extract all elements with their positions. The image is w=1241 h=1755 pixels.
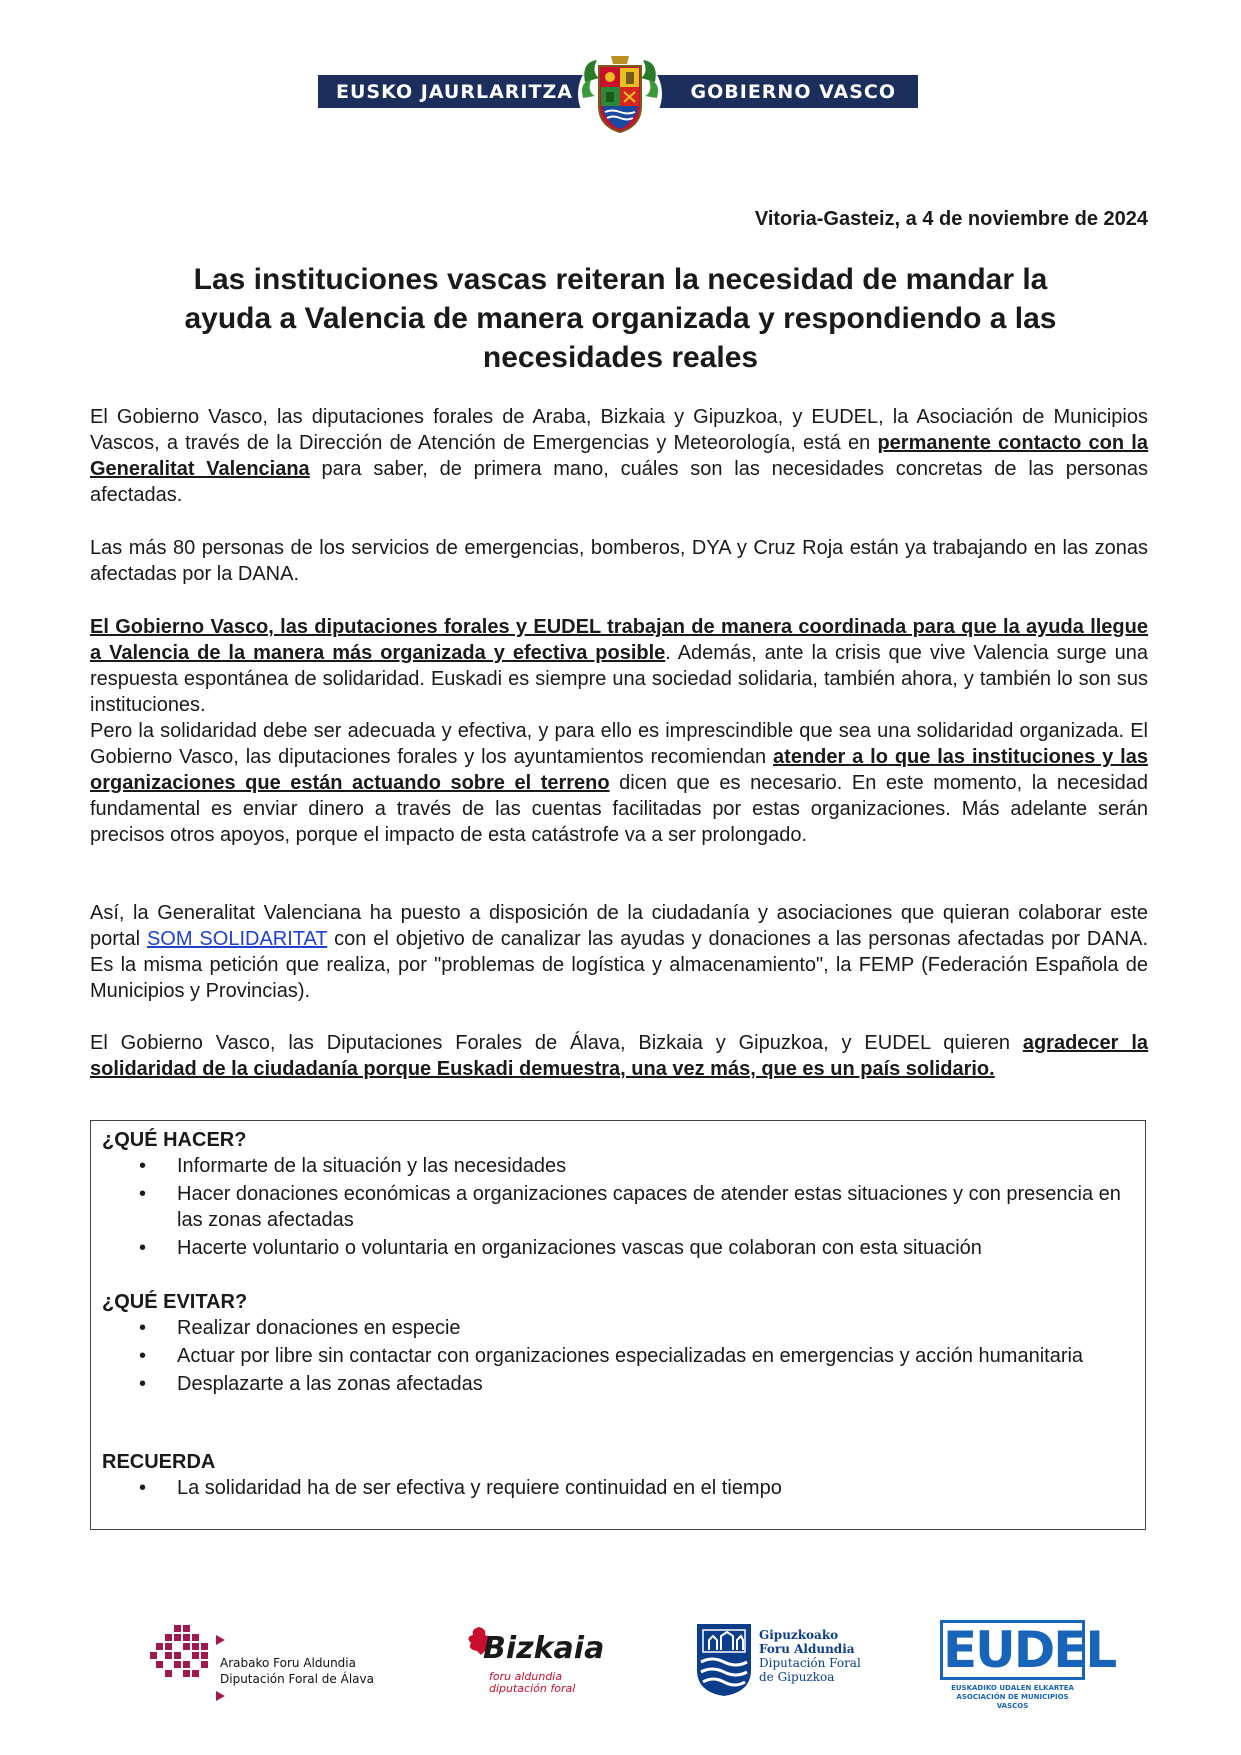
alava-mosaic-icon	[150, 1625, 212, 1681]
basque-government-shield-logo	[577, 52, 663, 136]
title-line: ayuda a Valencia de manera organizada y respondiendo a las	[184, 302, 1057, 335]
bizkaia-wordmark: Bizkaia	[483, 1631, 605, 1666]
title-line: Las instituciones vascas reiteran la necesidad de mandar la	[193, 263, 1048, 296]
logo-text-line: Gipuzkoako	[759, 1628, 839, 1642]
logo-text-line: ASOCIACIÓN DE MUNICIPIOS VASCOS	[956, 1693, 1069, 1710]
paragraph-4	[90, 718, 1148, 848]
eudel-subtitle	[940, 1684, 1085, 1711]
que-evitar-list	[102, 1315, 1132, 1397]
som-solidaritat-link[interactable]: SOM SOLIDARITAT	[146, 928, 328, 950]
logo-text-line: foru aldundia	[489, 1670, 563, 1683]
highlighted-text: agradecer la solidaridad de la ciudadanía porque Euskadi demuestra, una vez más, que es un país solidario.	[90, 1032, 1148, 1080]
page-title	[100, 260, 1141, 377]
paragraph-text: Pero la solidaridad debe ser adecuada y efectiva, y para ello es imprescindible que sea una solidaridad organizada. El Gobierno Vasco, las diputaciones forales y los ayuntamientos recomiendan	[90, 720, 1148, 768]
gipuzkoa-logo	[695, 1622, 875, 1702]
gipuzkoa-text	[759, 1628, 861, 1684]
bizkaia-logo	[465, 1625, 625, 1700]
paragraph-text: Así, la Generalitat Valenciana ha puesto a disposición de la ciudadanía y asociaciones que quieran colaborar este portal	[90, 902, 1148, 950]
paragraph-text: El Gobierno Vasco, las Diputaciones Forales de Álava, Bizkaia y Gipuzkoa, y EUDEL quieren	[90, 1032, 1023, 1054]
que-evitar-section	[102, 1289, 1132, 1399]
paragraph-text: . Además, ante la crisis que vive Valencia surge una respuesta espontánea de solidaridad. Euskadi es siempre una sociedad solidaria, también ahora, y también lo son sus instituciones.	[90, 642, 1148, 716]
paragraph-text: para saber, de primera mano, cuáles son las necesidades concretas de las personas afectadas.	[90, 458, 1148, 506]
highlighted-text: permanente contacto con la Generalitat Valenciana	[90, 432, 1148, 480]
header-right-text: GOBIERNO VASCO	[690, 81, 896, 103]
list-item: • Actuar por libre sin contactar con organizaciones especializadas en emergencias y acción humanitaria	[177, 1343, 1132, 1369]
paragraph-2: Las más 80 personas de los servicios de emergencias, bomberos, DYA y Cruz Roja están ya trabajando en las zonas afectadas por la DANA.	[90, 537, 1148, 585]
arabako-foru-aldundia-logo	[150, 1625, 390, 1705]
gipuzkoa-shield-icon	[695, 1622, 753, 1698]
highlighted-text: atender a lo que las instituciones y las organizaciones que están actuando sobre el terreno	[90, 746, 1148, 794]
que-hacer-list	[102, 1153, 1132, 1261]
section-heading: RECUERDA	[102, 1451, 216, 1473]
recuerda-list	[102, 1475, 1132, 1501]
arabako-text	[220, 1655, 374, 1687]
que-hacer-section	[102, 1127, 1132, 1263]
logo-text-line: diputación foral	[489, 1682, 576, 1695]
list-item: • Informarte de la situación y las necesidades	[177, 1153, 1132, 1179]
paragraph-text: dicen que es necesario. En este momento, la necesidad fundamental es enviar dinero a través de las cuentas facilitadas por estas organizaciones. Más adelante serán precisos otros apoyos, porque el impacto de esta catástrofe va a ser prolongado.	[90, 772, 1149, 846]
logo-text-line: de Gipuzkoa	[759, 1670, 835, 1684]
section-heading: ¿QUÉ EVITAR?	[102, 1291, 248, 1313]
list-item: • Desplazarte a las zonas afectadas	[177, 1371, 1132, 1397]
recommendations-box	[90, 1120, 1146, 1530]
paragraph-6	[90, 1030, 1148, 1082]
section-heading: ¿QUÉ HACER?	[102, 1129, 247, 1151]
recuerda-section	[102, 1449, 1132, 1503]
logo-text-line: Arabako Foru Aldundia	[220, 1656, 356, 1670]
logo-text-line: Foru Aldundia	[759, 1642, 855, 1656]
paragraph-text: El Gobierno Vasco, las diputaciones forales de Araba, Bizkaia y Gipuzkoa, y EUDEL, la Asociación de Municipios Vascos, a través de la Dirección de Atención de Emergencias y Meteorología, está en	[90, 406, 1148, 454]
logo-text-line: Diputación Foral	[759, 1656, 861, 1670]
list-item: • La solidaridad ha de ser efectiva y requiere continuidad en el tiempo	[177, 1475, 1132, 1501]
highlighted-text: El Gobierno Vasco, las diputaciones forales y EUDEL trabajan de manera coordinada para que la ayuda llegue a Valencia de la manera más organizada y efectiva posible	[90, 616, 1148, 664]
paragraph-1	[90, 404, 1148, 508]
list-item: • Hacer donaciones económicas a organizaciones capaces de atender estas situaciones y con presencia en las zonas afectadas	[177, 1181, 1132, 1233]
eudel-logo	[940, 1620, 1116, 1710]
eudel-wordmark: EUDEL	[940, 1620, 1085, 1680]
logo-text-line: EUSKADIKO UDALEN ELKARTEA	[951, 1684, 1074, 1692]
paragraph-5	[90, 900, 1148, 1004]
document-date: Vitoria-Gasteiz, a 4 de noviembre de 2024	[754, 208, 1148, 230]
title-line: necesidades reales	[482, 341, 759, 374]
bizkaia-subtitle	[489, 1671, 575, 1695]
logo-text-line: Diputación Foral de Álava	[220, 1672, 374, 1686]
list-item: • Realizar donaciones en especie	[177, 1315, 1132, 1341]
paragraph-3	[90, 614, 1148, 718]
header-left-text: EUSKO JAURLARITZA	[336, 81, 573, 103]
list-item: • Hacerte voluntario o voluntaria en organizaciones vascas que colaboran con esta situación	[177, 1235, 1132, 1261]
paragraph-text: con el objetivo de canalizar las ayudas y donaciones a las personas afectadas por DANA. Es la misma petición que realiza, por "problemas de logística y almacenamiento", la FEMP (Federación Española de Municipios y Provincias).	[90, 928, 1149, 1002]
